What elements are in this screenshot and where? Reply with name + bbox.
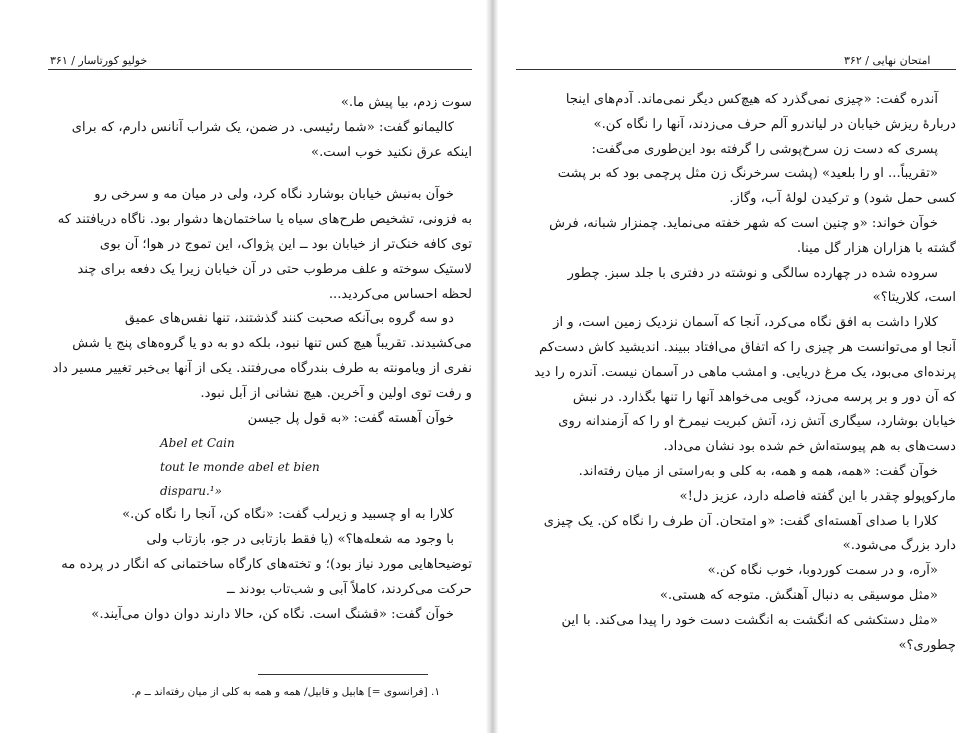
text-line: آندره گفت: «چیزی نمی‌گذرد كه هیچ‌كس دیگر نمی‌ماند. آدم‌های اینجا <box>565 92 938 107</box>
text-line: آنجا او می‌توانست هر چیزی را كه اتفاق می‌افتاد ببیند. اندیشید كاش دست‌كم <box>539 339 956 355</box>
page-body <box>530 88 956 658</box>
text-line: خیابان بوشارد، سیگاری آتش زد، آتش كبریت نیمرخ او را كه آزمندانه روی <box>558 414 956 430</box>
text-line: به فزونی، تشخیص طرح‌های سیاه یا ساختمان‌ها دشوار بود. ناگاه دریافتند كه <box>57 212 472 228</box>
poem-line: disparu.¹» <box>160 484 222 499</box>
text-line: «مثل دستكشی كه انگشت به انگشت دست خود را پیدا می‌كند. با این <box>561 612 938 628</box>
text-line: دارد بزرگ می‌شود.» <box>842 538 956 554</box>
text-line: توضیحاهایی مورد نیاز بود)؛ و تخته‌های كارگاه ساختمانی كه انگار در پرده‌ مه <box>61 556 472 572</box>
text-line: كلارا با صدای آهسته‌ای گفت: «و امتحان. آن طرف را نگاه كن. یک چیزی <box>543 513 938 529</box>
text-line: خوآن آهسته گفت: «به قول پل جیسن <box>247 410 454 426</box>
paragraph-gap <box>48 165 472 183</box>
header-rule <box>48 69 472 70</box>
text-line: دو سه گروه بی‌آنكه صحبت كنند گذشتند، تنها نفس‌های عمیق <box>124 311 454 327</box>
text-line: كاليمانو گفت: «شما رئيسی. در ضمن، یک شراب آنانس دارم، كه برای <box>71 119 454 135</box>
text-line: «تقریباً... او را بلعید» (پشت سرخرنگ زن مثل پرچمی بود كه بر پشت <box>557 166 938 182</box>
text-line: كسی حمل شود) و تركیدن لوله‌ٔ آب، وگاز. <box>729 191 956 207</box>
text-line: چطوری؟» <box>898 637 956 653</box>
text-line: خوآن گفت: «همه، همه و همه، به‌ كلی و به‌راستی از میان رفته‌اند. <box>578 463 938 479</box>
text-line: ماركوپولو چقدر با این گفته فاصله دارد، عزیز دل!» <box>679 488 956 504</box>
text-line: خوآن خواند: «و چنین است كه شهر خفته می‌نماید. چمنزار شبانه، فرش <box>549 215 938 231</box>
text-line: درباره‌ٔ ریزش خیابان در لیاندرو آلم حرف می‌زدند، آنها را نگاه كن.» <box>593 116 956 132</box>
text-line: می‌كشیدند. تقریباً هیچ كس تنها نبود، بلكه دو به دو یا گروه‌های پنج یا شش <box>72 336 472 352</box>
text-line: و رفت توی اولین و آخرین. هیچ نشانی از آبل نبود. <box>200 385 472 401</box>
poem-line: tout le monde abel et bien <box>160 460 320 475</box>
text-line: با وجود مه شعله‌ها؟» (یا فقط بازتابی در جو، بازتاب ولی <box>146 532 454 548</box>
text-line: «مثل موسیقی به دنبال آهنگش. متوجه كه هستی.» <box>659 587 938 603</box>
text-line: اینکه عرق نکنید خوب است.» <box>311 144 472 160</box>
right-page: ۳۶۲ / امتحان نهایی آندره گفت: «چیزی نمی‌گذرد كه هیچ‌كس دیگر نمی‌ماند. آدم‌های اینجا درباره‌ٔ ریزش خیابان در لیاندرو آلم حرف می‌زدند، آنها را نگاه كن.» پسری كه دست زن سرخ‌پوشی را گرفته بود این‌طوری می‌گفت: «تقریباً... او را بلعید» (پشت سرخرنگ زن مثل پرچمی بود كه بر پشت كسی حمل شود) و تركیدن لوله‌ٔ آب، وگاز. خوآن خواند: «و چنین است كه شهر خفته می‌نماید. چمنزار شبانه، فرش گشته با هزاران هزار گل مینا. سروده شده در چهارده سالگی و نوشته در دفتری با جلد سبز. چطور است، كلاریتا؟» كلارا داشت به افق نگاه می‌كرد، آنجا كه آسمان نزدیک زمین است، و از آنجا او می‌توانست هر چیزی را كه اتفاق می‌افتاد ببیند. اندیشید كاش دست‌كم پرنده‌ای می‌بود، یک مرغ دریایی. و امشب ماهی در آسمان نیست. آندره را دید كه آن دور و بر پرسه می‌زد، گویی می‌خواهد آنها را تنها بگذارد. در نبش خیابان بوشارد، سیگاری آتش زد، آتش كبریت نیمرخ او را كه آزمندانه روی دست‌های به هم پیوسته‌اش خم شده بود نشان می‌داد. خوآن گفت: «همه، همه و همه، به‌ كلی و به‌راستی از میان رفته‌اند. ماركوپولو چقدر با این گفته فاصله دارد، عزیز دل!» كلارا با صدای آهسته‌ای گفت: «و امتحان. آن طرف را نگاه كن. یک چیزی دارد بزرگ می‌شود.» «آره، و در سمت كوردوبا، خوب نگاه كن.» «مثل موسیقی به دنبال آهنگش. متوجه كه هستی.» «مثل دستكشی كه انگشت به انگشت دست خود را پیدا می‌كند. با این چطوری؟» <box>498 0 968 733</box>
text-line: لاستیک سوخته و علف مرطوب حتی در آن خیابان زیرا یک دفعه برای چند <box>77 261 472 277</box>
text-line: خوآن گفت: «قشنگ است. نگاه كن، حالا دارند دوان دوان می‌آیند.» <box>91 606 454 622</box>
text-line: است، كلاریتا؟» <box>872 290 956 306</box>
text-line: پرنده‌ای می‌بود، یک مرغ دریایی. و امشب ماهی در آسمان نیست. آندره را دید <box>534 364 956 380</box>
page-body <box>48 91 472 627</box>
text-line: پسری كه دست زن سرخ‌پوشی را گرفته بود این‌طوری می‌گفت: <box>591 141 938 157</box>
text-line: سوت زدم، بیا پیش ما.» <box>340 95 472 110</box>
text-line: توی كافه خنک‌تر از خیابان بود ــ این پژواک، این تموج در هوا؛ آن بوی <box>99 236 472 252</box>
text-line: حركت می‌كردند، كاملاً آبی و شب‌تاب بودند ــ <box>226 581 472 597</box>
text-line: كه آن دور و بر پرسه می‌زد، گویی می‌خواهد آنها را تنها بگذارد. در نبش <box>572 389 956 405</box>
footnote-rule <box>258 674 428 675</box>
text-line: كلارا داشت به افق نگاه می‌كرد، آنجا كه آسمان نزدیک زمین است، و از <box>553 315 938 331</box>
footnote: ۱. [فرانسوی =] هابیل و قابیل/ همه و همه به‌ كلی از میان رفته‌اند ــ م. <box>131 686 440 698</box>
book-gutter <box>486 0 498 733</box>
poem-line: Abel et Cain <box>160 436 235 451</box>
text-line: لحظه احساس می‌كردید... <box>328 286 472 302</box>
text-line: گشته با هزاران هزار گل مینا. <box>796 240 956 256</box>
text-line: خوآن به‌نبش خیابان بوشارد نگاه كرد، ولی در میان مه و سرخی رو <box>94 187 454 203</box>
text-line: نفری از ویامونته به طرف بندرگاه می‌رفتند. یكی از آنها بی‌خبر تغییر مسیر داد <box>52 360 472 376</box>
text-line: سروده شده در چهارده سالگی و نوشته در دفتری با جلد سبز. چطور <box>567 265 938 281</box>
page-header: خوليو كورتاسار / ۳۶۱ <box>50 54 148 67</box>
text-line: دست‌های به هم پیوسته‌اش خم شده بود نشان می‌داد. <box>663 439 956 455</box>
text-line: «آره، و در سمت كوردوبا، خوب نگاه كن.» <box>707 563 938 579</box>
header-rule <box>516 69 956 70</box>
text-line: كلارا به او چسبید و زیرلب گفت: «نگاه كن، آنجا را نگاه كن.» <box>122 507 454 523</box>
